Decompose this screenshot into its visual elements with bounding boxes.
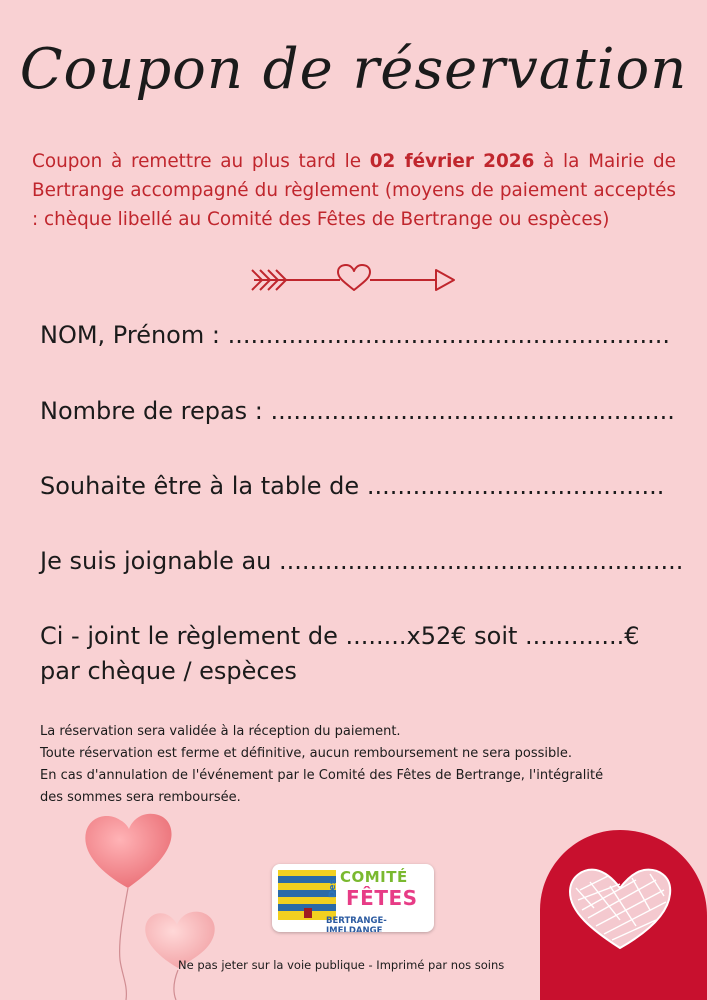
page-title: Coupon de réservation: [19, 37, 688, 102]
intro-text-before: Coupon à remettre au plus tard le: [32, 151, 370, 172]
legal-line: En cas d'annulation de l'événement par le Comité des Fêtes de Bertrange, l'intégralité: [40, 768, 604, 783]
intro-paragraph: [32, 147, 676, 234]
payment-field: [40, 619, 639, 689]
deadline-date: 02 février 2026: [369, 151, 535, 172]
meals-field: Nombre de repas : .....................................................: [40, 397, 675, 425]
comite-des-fetes-logo: [272, 864, 434, 932]
red-heart-block: [540, 830, 707, 1000]
payment-line-amount: Ci - joint le règlement de ........x52€ soit .............€: [40, 622, 640, 650]
payment-line-method: par chèque / espèces: [40, 657, 297, 685]
legal-line: La réservation sera validée à la réception du paiement.: [40, 724, 401, 739]
logo-comite: COMITÉ: [340, 868, 408, 886]
legal-notice: [40, 721, 680, 809]
logo-fetes: FÊTES: [346, 886, 418, 910]
table-field: Souhaite être à la table de .......................................: [40, 472, 665, 500]
arrow-heart-icon: [250, 262, 460, 298]
logo-des: Des: [328, 879, 338, 898]
logo-town: BERTRANGE-IMELDANGE: [326, 916, 387, 932]
intro-text-after: à la Mairie de Bertrange accompagné du règlement (moyens de paiement acceptés : chèque libellé au Comité des Fêtes de Bertrange ou espèces): [32, 151, 676, 230]
legal-line: Toute réservation est ferme et définitive, aucun remboursement ne sera possible.: [40, 746, 573, 761]
name-field: NOM, Prénom : ..........................................................: [40, 321, 671, 349]
legal-line: des sommes sera remboursée.: [40, 790, 241, 805]
footer-note: Ne pas jeter sur la voie publique - Imprimé par nos soins: [178, 958, 505, 972]
phone-field: Je suis joignable au .....................................................: [40, 547, 684, 575]
